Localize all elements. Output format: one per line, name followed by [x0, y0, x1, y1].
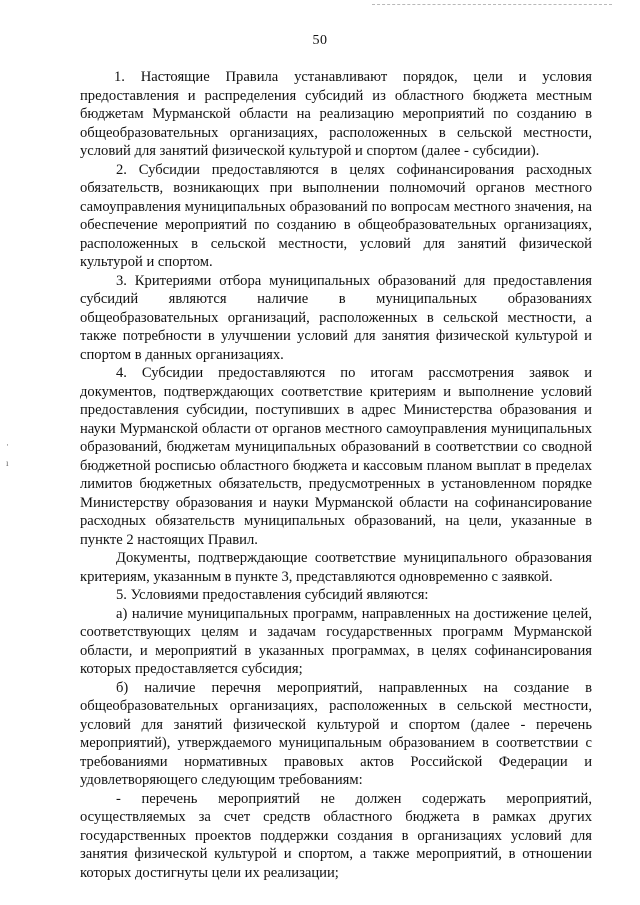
paragraph-5: 5. Условиями предоставления субсидий являются: — [116, 587, 429, 603]
scan-artifact: ı — [6, 458, 9, 468]
document-body — [80, 68, 592, 882]
paragraph-5a: а) наличие муниципальных программ, направленных на достижение целей, соответствующих целям и задачам государственных программ Мурманской области, и мероприятий в указанных программах, в целях софинансирования которых предоставляется субсидия; — [80, 605, 592, 677]
paragraph-3: 3. Критериями отбора муниципальных образований для предоставления субсидий являются наличие в муниципальных образованиях общеобразовательных организаций, расположенных в сельской местности, а также потребности в улучшении условий для занятия физической культурой и спортом в данных организациях. — [80, 272, 592, 363]
page-number: 50 — [312, 33, 328, 48]
paragraph-4-documents: Документы, подтверждающие соответствие муниципального образования критериям, указанным в пункте 3, представляются одновременно с заявкой. — [80, 550, 592, 585]
paragraph-1: 1. Настоящие Правила устанавливают порядок, цели и условия предоставления и распределения субсидий из областного бюджета местным бюджетам Мурманской области на реализацию мероприятий по созданию в общеобразовательных организациях, расположенных в сельской местности, условий для занятий физической культурой и спортом (далее - субсидии). — [80, 69, 592, 159]
paragraph-5b-requirement: - перечень мероприятий не должен содержать мероприятий, осуществляемых за счет средств областного бюджета в рамках других государственных проектов поддержки создания в организациях условий для занятия физической культурой и спортом, а также мероприятий, в отношении которых достигнуты цели их реализации; — [80, 790, 592, 881]
scan-edge-line — [372, 4, 612, 6]
scan-artifact: · — [6, 440, 9, 450]
paragraph-4: 4. Субсидии предоставляются по итогам рассмотрения заявок и документов, подтверждающих соответствие критериям и выполнение условий предоставления субсидии, поступивших в адрес Министерства образования и науки Мурманской области от органов местного самоуправления муниципальных образований, бюджетам муниципальных образований в соответствии со сводной бюджетной росписью областного бюджета и кассовым планом выплат в пределах лимитов бюджетных обязательств, предусмотренных в установленном порядке Министерству образования и науки Мурманской области на софинансирование расходных обязательств муниципальных образований, на цели, указанные в пункте 2 настоящих Правил. — [80, 365, 592, 548]
paragraph-5b: б) наличие перечня мероприятий, направленных на создание в общеобразовательных организациях, расположенных в сельской местности, условий для занятий физической культурой и спортом (далее - перечень мероприятий), утверждаемого муниципальным образованием в соответствии с требованиями нормативных правовых актов Российской Федерации и удовлетворяющего следующим требованиям: — [80, 679, 592, 788]
paragraph-2: 2. Субсидии предоставляются в целях софинансирования расходных обязательств, возникающих при выполнении полномочий органов местного самоуправления муниципальных образований по вопросам местного значения, на обеспечение мероприятий по созданию в общеобразовательных организациях, расположенных в сельской местности, условий для занятий физической культурой и спортом. — [80, 161, 592, 270]
